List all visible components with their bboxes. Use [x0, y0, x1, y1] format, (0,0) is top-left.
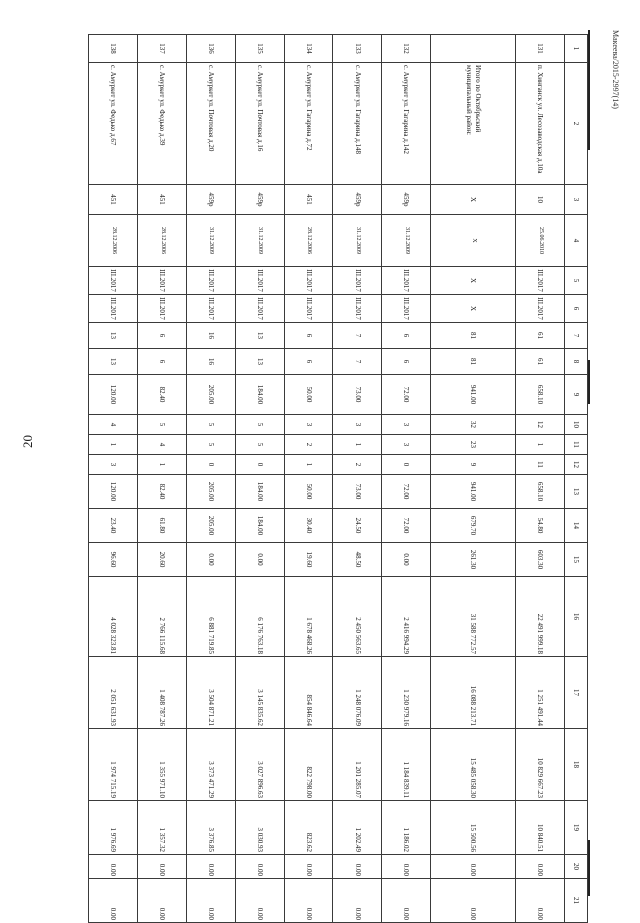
- table-cell: 2 766 115.68: [137, 577, 186, 657]
- table-cell: 13: [235, 349, 284, 375]
- table-cell: 137: [137, 35, 186, 63]
- table-cell: 0.00: [431, 855, 516, 879]
- column-number-header: [565, 35, 588, 923]
- table-cell: 23: [431, 435, 516, 455]
- table-cell: 1: [333, 435, 382, 455]
- table-cell: 5: [137, 415, 186, 435]
- table-cell: 1: [516, 435, 565, 455]
- table-cell: 133: [333, 35, 382, 63]
- address-cell: с. Амуркет ул. Федько д.39: [137, 63, 186, 185]
- table-cell: 1 976.69: [89, 801, 138, 855]
- table-cell: 135: [235, 35, 284, 63]
- table-cell: 3 030.93: [235, 801, 284, 855]
- table-cell: 82.40: [137, 375, 186, 415]
- table-cell: III.2017: [235, 295, 284, 323]
- table-cell: 12: [516, 415, 565, 435]
- table-cell: 0.00: [284, 855, 333, 879]
- table-cell: 138: [89, 35, 138, 63]
- table-cell: 24.50: [333, 509, 382, 543]
- table-row: [235, 35, 284, 923]
- table-cell: 25.06.2010: [516, 215, 565, 267]
- table-cell: 82.40: [137, 475, 186, 509]
- table-row: [186, 35, 235, 923]
- table-cell: 0.00: [382, 543, 431, 577]
- table-cell: 54.80: [516, 509, 565, 543]
- table-cell: 6: [382, 349, 431, 375]
- table-cell: 5: [186, 415, 235, 435]
- table-cell: III.2017: [186, 295, 235, 323]
- table-cell: 13: [235, 323, 284, 349]
- table-cell: 0.00: [235, 879, 284, 923]
- table-cell: 50.00: [284, 475, 333, 509]
- table-cell: 0.00: [235, 855, 284, 879]
- table-cell: 3 504 871.21: [186, 657, 235, 729]
- table-cell: 658.10: [516, 375, 565, 415]
- table-cell: 6 881 719.85: [186, 577, 235, 657]
- table-cell: 3: [333, 415, 382, 435]
- column-number: 2: [565, 63, 588, 185]
- table-cell: 2 450 563.65: [333, 577, 382, 657]
- table-cell: 3: [382, 435, 431, 455]
- table-cell: 451: [137, 185, 186, 215]
- column-number: 13: [565, 475, 588, 509]
- table-cell: 48.50: [333, 543, 382, 577]
- table-cell: 6: [284, 323, 333, 349]
- column-number: 14: [565, 509, 588, 543]
- table-row: [431, 35, 516, 923]
- table-cell: 3 145 835.62: [235, 657, 284, 729]
- table-cell: X: [431, 185, 516, 215]
- table-cell: III.2017: [516, 267, 565, 295]
- table-cell: 28.12.2006: [284, 215, 333, 267]
- table-cell: 132: [382, 35, 431, 63]
- table-cell: 16: [186, 323, 235, 349]
- table-cell: 32: [431, 415, 516, 435]
- column-number: 12: [565, 455, 588, 475]
- table-cell: 120.00: [89, 475, 138, 509]
- table-cell: 30.40: [284, 509, 333, 543]
- housing-repair-table: [88, 34, 588, 923]
- column-number: 21: [565, 879, 588, 923]
- column-number: 17: [565, 657, 588, 729]
- table-cell: 81: [431, 349, 516, 375]
- column-number: 11: [565, 435, 588, 455]
- table-cell: 205.00: [186, 509, 235, 543]
- table-cell: 0: [382, 455, 431, 475]
- table-cell: 0.00: [186, 879, 235, 923]
- table-cell: 1 357.32: [137, 801, 186, 855]
- table-cell: 941.00: [431, 375, 516, 415]
- table-cell: 73.00: [333, 475, 382, 509]
- table-cell: 22 491 999.18: [516, 577, 565, 657]
- table-row: [89, 35, 138, 923]
- table-cell: 1 202.49: [333, 801, 382, 855]
- column-number: 19: [565, 801, 588, 855]
- table-cell: 451: [284, 185, 333, 215]
- table-cell: III.2017: [137, 267, 186, 295]
- table-cell: 184.00: [235, 509, 284, 543]
- table-cell: 823.62: [284, 801, 333, 855]
- table-cell: 205.00: [186, 375, 235, 415]
- table-cell: 136: [186, 35, 235, 63]
- table-cell: 0: [235, 455, 284, 475]
- table-cell: 0.00: [89, 879, 138, 923]
- table-cell: 1: [89, 435, 138, 455]
- table-cell: 5: [186, 435, 235, 455]
- table-cell: [431, 35, 516, 63]
- table-cell: 1 678 468.26: [284, 577, 333, 657]
- table-cell: III.2017: [284, 267, 333, 295]
- table-cell: 19.60: [284, 543, 333, 577]
- table-cell: 459р: [235, 185, 284, 215]
- table-cell: 20.60: [137, 543, 186, 577]
- table-cell: 13: [89, 349, 138, 375]
- table-cell: X: [431, 215, 516, 267]
- table-cell: 72.00: [382, 509, 431, 543]
- table-cell: 3: [284, 415, 333, 435]
- table-cell: 134: [284, 35, 333, 63]
- table-cell: 28.12.2006: [137, 215, 186, 267]
- table-cell: X: [431, 267, 516, 295]
- table-cell: 96.60: [89, 543, 138, 577]
- table-cell: 679.70: [431, 509, 516, 543]
- table-cell: 131: [516, 35, 565, 63]
- table-cell: 0.00: [137, 879, 186, 923]
- table-row: [333, 35, 382, 923]
- table-cell: 3: [89, 455, 138, 475]
- table-cell: 3: [382, 415, 431, 435]
- table-cell: 205.00: [186, 475, 235, 509]
- table-cell: 5: [235, 435, 284, 455]
- table-cell: 822 798.00: [284, 729, 333, 801]
- table-cell: 0.00: [382, 855, 431, 879]
- table-cell: 4 028 323.81: [89, 577, 138, 657]
- table-cell: 6: [137, 349, 186, 375]
- table-cell: 459р: [186, 185, 235, 215]
- margin-rule-top: [588, 30, 590, 150]
- table-cell: III.2017: [284, 295, 333, 323]
- table-cell: 10 829 667.23: [516, 729, 565, 801]
- table-cell: 0.00: [333, 855, 382, 879]
- table-cell: 2 416 994.29: [382, 577, 431, 657]
- table-cell: 31.12.2009: [186, 215, 235, 267]
- table-cell: 6 176 763.18: [235, 577, 284, 657]
- table-cell: 61.80: [137, 509, 186, 543]
- table-cell: 15 500.56: [431, 801, 516, 855]
- table-cell: 6: [284, 349, 333, 375]
- table-cell: 13: [89, 323, 138, 349]
- table-cell: 1: [137, 455, 186, 475]
- table-cell: 603.30: [516, 543, 565, 577]
- table-cell: 1 184 839.11: [382, 729, 431, 801]
- table-cell: III.2017: [89, 267, 138, 295]
- housing-repair-table-wrapper: [88, 34, 588, 920]
- table-cell: 854 846.64: [284, 657, 333, 729]
- table-cell: 10 840.51: [516, 801, 565, 855]
- table-cell: 7: [333, 323, 382, 349]
- table-cell: 1 230 979.16: [382, 657, 431, 729]
- table-cell: X: [431, 295, 516, 323]
- table-cell: 1 408 787.26: [137, 657, 186, 729]
- table-cell: 0.00: [89, 855, 138, 879]
- table-cell: 31.12.2009: [382, 215, 431, 267]
- table-cell: 0.00: [235, 543, 284, 577]
- table-cell: 0.00: [516, 879, 565, 923]
- address-cell: с. Амуркет ул. Гагарина д.148: [333, 63, 382, 185]
- document-id: Макеева/2015-2997(14): [611, 30, 620, 109]
- column-number: 7: [565, 323, 588, 349]
- margin-rule-bottom: [588, 840, 590, 896]
- column-number: 5: [565, 267, 588, 295]
- table-cell: 184.00: [235, 375, 284, 415]
- table-cell: 4: [137, 435, 186, 455]
- table-cell: 72.00: [382, 475, 431, 509]
- table-cell: 184.00: [235, 475, 284, 509]
- table-cell: 0.00: [431, 879, 516, 923]
- table-cell: 2: [284, 435, 333, 455]
- table-cell: III.2017: [382, 295, 431, 323]
- column-number: 10: [565, 415, 588, 435]
- address-cell: с. Амуркет ул. Почтовая д.16: [235, 63, 284, 185]
- address-cell: с. Амуркет ул. Федько д.67: [89, 63, 138, 185]
- table-row: [516, 35, 565, 923]
- table-cell: 2 051 631.93: [89, 657, 138, 729]
- table-cell: 941.00: [431, 475, 516, 509]
- table-cell: 0.00: [516, 855, 565, 879]
- table-cell: 23.40: [89, 509, 138, 543]
- table-cell: 459р: [333, 185, 382, 215]
- table-cell: 5: [235, 415, 284, 435]
- column-number: 4: [565, 215, 588, 267]
- table-cell: 16: [186, 349, 235, 375]
- table-cell: 261.30: [431, 543, 516, 577]
- table-cell: III.2017: [516, 295, 565, 323]
- table-cell: 658.10: [516, 475, 565, 509]
- column-number: 1: [565, 35, 588, 63]
- table-cell: 50.00: [284, 375, 333, 415]
- table-cell: 2: [333, 455, 382, 475]
- table-cell: 16 088 213.71: [431, 657, 516, 729]
- table-cell: 1 251 491.44: [516, 657, 565, 729]
- table-cell: 72.00: [382, 375, 431, 415]
- table-cell: 6: [382, 323, 431, 349]
- table-cell: 3 027 896.63: [235, 729, 284, 801]
- table-row: [137, 35, 186, 923]
- address-cell: Итого по Октябрьский муниципальный район:: [431, 63, 516, 185]
- page-number: 20: [20, 435, 35, 448]
- address-cell: с. Амуркет ул. Гагарина д.72: [284, 63, 333, 185]
- column-number: 3: [565, 185, 588, 215]
- table-cell: 61: [516, 323, 565, 349]
- table-cell: 459р: [382, 185, 431, 215]
- table-cell: 1 974 715.19: [89, 729, 138, 801]
- table-cell: 0.00: [186, 543, 235, 577]
- address-cell: п. Хинганск ул. Лесозаводская д.10а: [516, 63, 565, 185]
- table-row: [382, 35, 431, 923]
- table-cell: III.2017: [89, 295, 138, 323]
- table-cell: 15 485 058.30: [431, 729, 516, 801]
- table-cell: 0.00: [333, 879, 382, 923]
- table-cell: 31.12.2009: [333, 215, 382, 267]
- table-cell: 0.00: [137, 855, 186, 879]
- table-cell: 3 376.85: [186, 801, 235, 855]
- column-number: 9: [565, 375, 588, 415]
- address-cell: с. Амуркет ул. Почтовая д.20: [186, 63, 235, 185]
- table-cell: 6: [137, 323, 186, 349]
- table-cell: III.2017: [137, 295, 186, 323]
- address-cell: с. Амуркет ул. Гагарина д.142: [382, 63, 431, 185]
- table-cell: 10: [516, 185, 565, 215]
- table-cell: III.2017: [333, 295, 382, 323]
- table-cell: 0: [186, 455, 235, 475]
- table-cell: 451: [89, 185, 138, 215]
- table-cell: III.2017: [333, 267, 382, 295]
- table-cell: 120.00: [89, 375, 138, 415]
- table-cell: 9: [431, 455, 516, 475]
- table-cell: 31.12.2009: [235, 215, 284, 267]
- table-cell: 1 186.02: [382, 801, 431, 855]
- table-cell: 3 373 471.29: [186, 729, 235, 801]
- column-number: 8: [565, 349, 588, 375]
- column-number: 16: [565, 577, 588, 657]
- margin-rule-middle: [588, 360, 590, 404]
- table-cell: 1 355 971.10: [137, 729, 186, 801]
- table-cell: 81: [431, 323, 516, 349]
- table-cell: 0.00: [186, 855, 235, 879]
- table-cell: 7: [333, 349, 382, 375]
- table-cell: 61: [516, 349, 565, 375]
- table-cell: 28.12.2006: [89, 215, 138, 267]
- table-row: [284, 35, 333, 923]
- column-number: 18: [565, 729, 588, 801]
- table-cell: 0.00: [284, 879, 333, 923]
- table-cell: 0.00: [382, 879, 431, 923]
- table-cell: 11: [516, 455, 565, 475]
- column-number: 15: [565, 543, 588, 577]
- table-cell: III.2017: [382, 267, 431, 295]
- column-number: 20: [565, 855, 588, 879]
- column-number: 6: [565, 295, 588, 323]
- table-cell: 1: [284, 455, 333, 475]
- table-cell: III.2017: [235, 267, 284, 295]
- table-cell: 4: [89, 415, 138, 435]
- table-cell: III.2017: [186, 267, 235, 295]
- table-cell: 1 248 076.09: [333, 657, 382, 729]
- table-cell: 73.00: [333, 375, 382, 415]
- table-cell: 31 588 772.57: [431, 577, 516, 657]
- table-cell: 1 201 285.07: [333, 729, 382, 801]
